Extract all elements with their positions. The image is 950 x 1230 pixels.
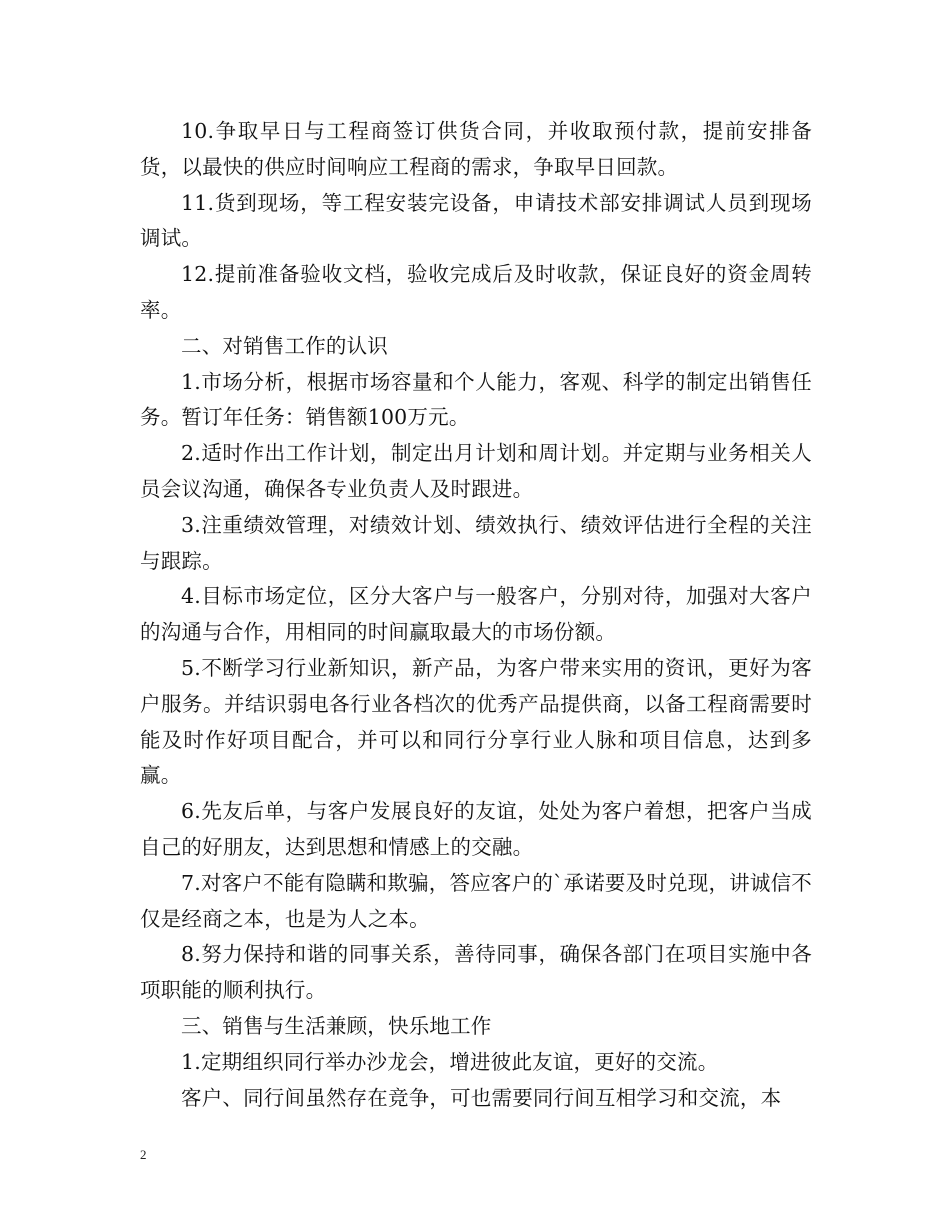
paragraph-continued: 客户、同行间虽然存在竞争，可也需要同行间互相学习和交流，本 xyxy=(181,1085,782,1110)
paragraph-item-11: 11.货到现场，等工程安装完设备，申请技术部安排调试人员到现场调试。 xyxy=(140,190,812,251)
paragraph-item-10: 10.争取早日与工程商签订供货合同，并收取预付款，提前安排备货，以最快的供应时间响应工程商的需求，争取早日回款。 xyxy=(140,119,812,179)
section-heading-3: 三、销售与生活兼顾，快乐地工作 xyxy=(181,1013,492,1038)
page-number: 2 xyxy=(140,1147,147,1162)
paragraph-item-12: 12.提前准备验收文档，验收完成后及时收款，保证良好的资金周转率。 xyxy=(140,262,812,322)
paragraph-sales-2: 2.适时作出工作计划，制定出月计划和周计划。并定期与业务相关人员会议沟通，确保各专业负责人及时跟进。 xyxy=(140,441,812,501)
paragraph-sales-6: 6.先友后单，与客户发展良好的友谊，处处为客户着想，把客户当成自己的好朋友，达到思想和情感上的交融。 xyxy=(140,799,812,859)
paragraph-sales-5: 5.不断学习行业新知识，新产品，为客户带来实用的资讯，更好为客户服务。并结识弱电各行业各档次的优秀产品提供商，以备工程商需要时能及时作好项目配合，并可以和同行分享行业人脉和项目信息，达到多赢。 xyxy=(140,655,812,788)
paragraph-sales-8: 8.努力保持和谐的同事关系，善待同事，确保各部门在项目实施中各项职能的顺利执行。 xyxy=(140,942,812,1003)
document-body xyxy=(140,114,812,1116)
paragraph-life-1: 1.定期组织同行举办沙龙会，增进彼此友谊，更好的交流。 xyxy=(181,1049,719,1074)
section-heading-2: 二、对销售工作的认识 xyxy=(181,333,388,358)
paragraph-sales-1: 1.市场分析，根据市场容量和个人能力，客观、科学的制定出销售任务。暂订年任务：销售额100万元。 xyxy=(140,369,812,430)
paragraph-sales-3: 3.注重绩效管理，对绩效计划、绩效执行、绩效评估进行全程的关注与跟踪。 xyxy=(140,512,812,573)
paragraph-sales-7: 7.对客户不能有隐瞒和欺骗，答应客户的`承诺要及时兑现，讲诚信不仅是经商之本，也是为人之本。 xyxy=(140,870,812,931)
paragraph-sales-4: 4.目标市场定位，区分大客户与一般客户，分别对待，加强对大客户的沟通与合作，用相同的时间赢取最大的市场份额。 xyxy=(140,584,812,645)
